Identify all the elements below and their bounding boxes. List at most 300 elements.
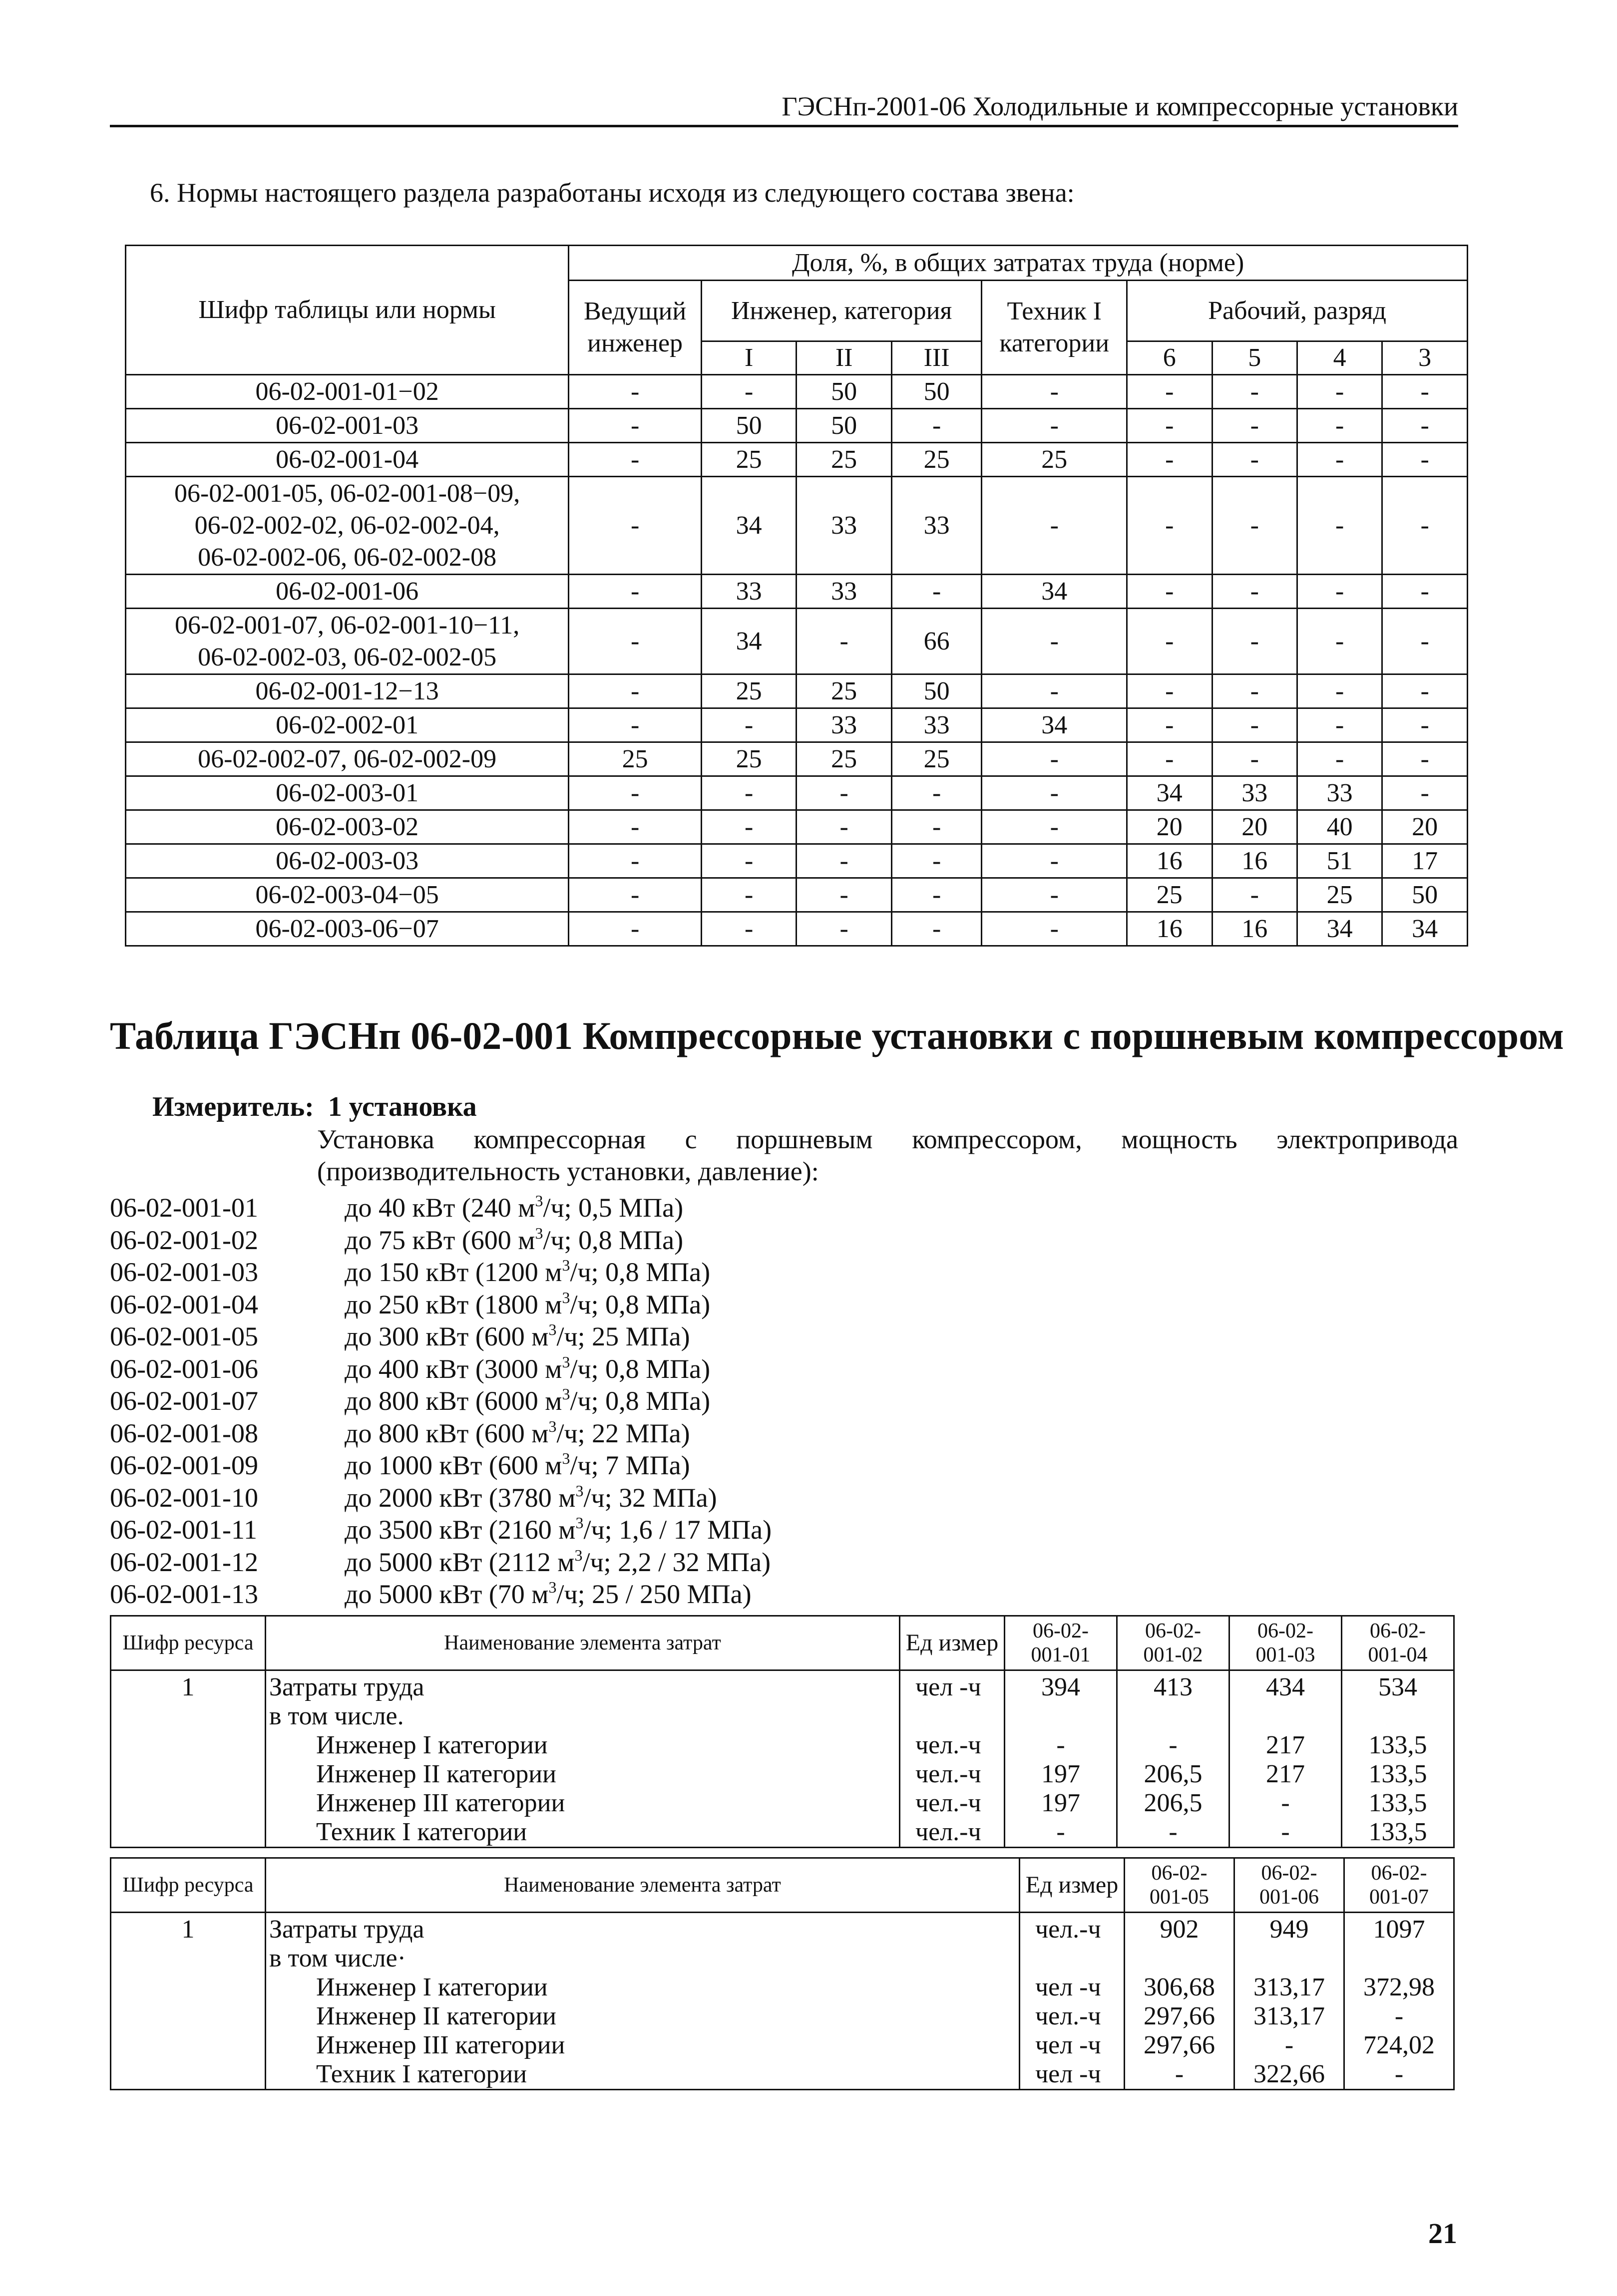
res-value: 724,02 (1363, 2031, 1435, 2059)
crew-code-line: 06-02-003-04−05 (255, 880, 439, 909)
crew-value: - (797, 844, 891, 878)
crew-value: - (569, 708, 702, 742)
norm-text: до 40 кВт (240 $м^3/ч$; 0,5 МПа) (345, 1192, 684, 1223)
res-value: - (1169, 1818, 1178, 1846)
norm-code: 06-02-001-02 (110, 1225, 258, 1255)
norm-item (110, 1224, 772, 1257)
res-h-norm-line: 001-03 (1255, 1643, 1315, 1666)
crew-row (126, 810, 1468, 844)
crew-code-line: 06-02-001-03 (276, 411, 419, 440)
crew-value: 51 (1297, 844, 1382, 878)
res-value: - (1284, 2031, 1294, 2059)
crew-value: 16 (1212, 844, 1297, 878)
crew-value: - (1212, 477, 1297, 575)
norm-item (110, 1546, 772, 1579)
crew-value: - (1382, 742, 1468, 776)
crew-value: 33 (1297, 776, 1382, 810)
norm-code: 06-02-001-06 (110, 1353, 258, 1384)
res-value: - (1281, 1818, 1290, 1846)
crew-value: - (797, 912, 891, 946)
resource-table-2 (110, 1857, 1455, 2090)
crew-code (126, 409, 569, 443)
res-h-norm (1234, 1858, 1344, 1913)
norm-item (110, 1449, 772, 1482)
crew-code (126, 810, 569, 844)
res-name-line: в том числе· (269, 1944, 406, 1972)
norm-text: до 800 кВт (6000 $м^3/ч$; 0,8 МПа) (345, 1385, 711, 1416)
res-value: - (1056, 1731, 1065, 1759)
res-names (266, 1670, 900, 1848)
crew-value: - (1297, 742, 1382, 776)
worker-grade: 3 (1382, 341, 1468, 375)
res-name-line: Инженер II категории (316, 1760, 556, 1788)
res-value: 313,17 (1253, 2002, 1325, 2030)
norm-text: до 3500 кВт (2160 $м^3/ч$; 1,6 / 17 МПа) (345, 1514, 772, 1545)
crew-value: - (1127, 375, 1212, 409)
crew-value: - (1382, 609, 1468, 674)
crew-value: - (797, 878, 891, 912)
crew-value: 50 (797, 375, 891, 409)
crew-value: - (1382, 443, 1468, 477)
res-value (1342, 1702, 1453, 1731)
res-h-norm-line: 06-02- (1145, 1620, 1201, 1642)
norm-text: до 300 кВт (600 $м^3/ч$; 25 МПа) (345, 1320, 690, 1351)
superscript: 3 (562, 1288, 570, 1307)
crew-code (126, 575, 569, 609)
res-h-unit: Ед измер (900, 1616, 1005, 1670)
res-values (1234, 1913, 1344, 2090)
res-unit-line: чел.-ч (915, 1760, 981, 1788)
crew-value: 16 (1212, 912, 1297, 946)
crew-row (126, 477, 1468, 575)
crew-col-engineer: Инженер, категория (701, 281, 981, 341)
intro-paragraph: 6. Нормы настоящего раздела разработаны исходя из следующего состава звена: (150, 178, 1075, 208)
superscript: 3 (575, 1481, 584, 1500)
crew-value: - (982, 776, 1127, 810)
crew-code-line: 06-02-001-01−02 (255, 377, 439, 406)
crew-value: 20 (1212, 810, 1297, 844)
crew-row (126, 742, 1468, 776)
crew-value: - (569, 409, 702, 443)
crew-value: - (1127, 409, 1212, 443)
crew-value: 50 (891, 674, 981, 708)
crew-value: - (1212, 375, 1297, 409)
crew-value: - (569, 844, 702, 878)
crew-row (126, 878, 1468, 912)
measure-label: Измеритель: (152, 1091, 314, 1122)
res-name-line: Затраты труда (269, 1915, 424, 1944)
crew-value: - (982, 844, 1127, 878)
norm-item (110, 1514, 772, 1546)
crew-value: - (797, 810, 891, 844)
res-value: - (1281, 1789, 1290, 1817)
norm-item (110, 1256, 772, 1289)
crew-code-line: 06-02-003-03 (276, 846, 419, 875)
crew-value: - (701, 810, 796, 844)
res-h-norm-line: 001-05 (1150, 1886, 1209, 1909)
crew-row (126, 443, 1468, 477)
eng-cat: II (797, 341, 891, 375)
crew-col-worker: Рабочий, разряд (1127, 281, 1468, 341)
norm-code: 06-02-001-09 (110, 1450, 258, 1480)
worker-grade: 4 (1297, 341, 1382, 375)
crew-value: - (1212, 878, 1297, 912)
norm-text: до 75 кВт (600 $м^3/ч$; 0,8 МПа) (345, 1224, 684, 1255)
crew-value: - (982, 477, 1127, 575)
crew-value: - (701, 708, 796, 742)
crew-code (126, 609, 569, 674)
res-names (266, 1913, 1020, 2090)
crew-value: - (701, 844, 796, 878)
res-value (1125, 1944, 1233, 1973)
crew-value: - (1297, 708, 1382, 742)
crew-code-line: 06-02-003-02 (276, 812, 419, 841)
crew-value: - (891, 575, 981, 609)
crew-value: - (982, 742, 1127, 776)
eng-cat: III (891, 341, 981, 375)
crew-value: - (1212, 609, 1297, 674)
crew-value: - (1382, 575, 1468, 609)
crew-row (126, 674, 1468, 708)
crew-value: - (1297, 409, 1382, 443)
crew-row (126, 912, 1468, 946)
crew-value: 33 (797, 477, 891, 575)
res-name-line: Инженер I категории (316, 1731, 548, 1759)
crew-value: 33 (1212, 776, 1297, 810)
crew-value: - (1127, 477, 1212, 575)
res-value: 297,66 (1144, 2031, 1215, 2059)
superscript: 3 (574, 1546, 583, 1564)
res-h-norm (1344, 1858, 1454, 1913)
crew-value: 34 (1297, 912, 1382, 946)
crew-value: - (569, 912, 702, 946)
res-unit-line: чел -ч (1035, 1973, 1101, 2001)
norm-item (110, 1192, 772, 1224)
page-number: 21 (1428, 2217, 1457, 2250)
crew-value: - (569, 609, 702, 674)
res-value: 394 (1041, 1673, 1080, 1701)
crew-value: - (982, 609, 1127, 674)
crew-code-line: 06-02-001-12−13 (255, 676, 439, 705)
norm-item (110, 1353, 772, 1385)
crew-value: 25 (982, 443, 1127, 477)
res-code: 1 (111, 1670, 266, 1848)
res-value: 434 (1266, 1673, 1305, 1701)
crew-value: - (1382, 776, 1468, 810)
crew-value: - (1297, 375, 1382, 409)
res-value: - (1394, 2002, 1404, 2030)
crew-value: 50 (1382, 878, 1468, 912)
res-unit-line: чел -ч (1035, 2031, 1101, 2059)
res-value: - (1169, 1731, 1178, 1759)
res-value: 534 (1378, 1673, 1417, 1701)
res-h-norm-line: 06-02- (1257, 1620, 1313, 1642)
crew-value: 50 (701, 409, 796, 443)
res-h-norm-line: 001-02 (1143, 1643, 1203, 1666)
crew-value: 25 (1297, 878, 1382, 912)
res-body-row (111, 1670, 1454, 1848)
res-h-norm-line: 06-02- (1033, 1620, 1089, 1642)
res-value: 197 (1041, 1760, 1080, 1788)
crew-code (126, 375, 569, 409)
norm-text: до 5000 кВт (2112 $м^3/ч$; 2,2 / 32 МПа) (345, 1546, 771, 1577)
crew-value: - (1297, 477, 1382, 575)
res-unit-line (1020, 1944, 1124, 1973)
norm-text: до 2000 кВт (3780 $м^3/ч$; 32 МПа) (345, 1481, 717, 1513)
norm-code: 06-02-001-01 (110, 1193, 258, 1223)
res-value: 206,5 (1144, 1760, 1203, 1788)
crew-value: 20 (1382, 810, 1468, 844)
crew-code (126, 776, 569, 810)
norm-text: до 400 кВт (3000 $м^3/ч$; 0,8 МПа) (345, 1352, 711, 1384)
crew-value: - (891, 776, 981, 810)
res-h-norm-line: 001-04 (1368, 1643, 1428, 1666)
res-value: 217 (1266, 1760, 1305, 1788)
crew-value: - (569, 443, 702, 477)
crew-value: - (891, 810, 981, 844)
res-values (1125, 1913, 1234, 2090)
norm-code: 06-02-001-11 (110, 1515, 257, 1545)
res-value (1230, 1702, 1341, 1731)
crew-code-line: 06-02-001-05, 06-02-001-08−09, (174, 479, 520, 508)
crew-value: - (1212, 674, 1297, 708)
res-h-norm (1125, 1858, 1234, 1913)
crew-value: - (1382, 477, 1468, 575)
res-h-code: Шифр ресурса (111, 1858, 266, 1913)
crew-code-line: 06-02-003-06−07 (255, 914, 439, 943)
crew-value: 17 (1382, 844, 1468, 878)
eng-cat: I (701, 341, 796, 375)
norm-code: 06-02-001-08 (110, 1418, 258, 1448)
res-unit-line (900, 1702, 1004, 1731)
crew-col-share: Доля, %, в общих затратах труда (норме) (569, 246, 1468, 281)
superscript: 3 (548, 1320, 557, 1338)
crew-code (126, 443, 569, 477)
crew-value: - (1297, 443, 1382, 477)
res-body-row (111, 1913, 1454, 2090)
crew-code (126, 912, 569, 946)
crew-value: - (701, 912, 796, 946)
norm-text: до 1000 кВт (600 $м^3/ч$; 7 МПа) (345, 1449, 690, 1480)
res-value: 217 (1266, 1731, 1305, 1759)
crew-value: - (569, 810, 702, 844)
res-h-norm-line: 001-07 (1369, 1886, 1429, 1909)
crew-code (126, 708, 569, 742)
res-unit-line: чел -ч (1035, 2060, 1101, 2088)
res-name-line: Техник I категории (316, 1818, 527, 1846)
res-name-line: Инженер III категории (316, 2031, 565, 2059)
crew-value: 25 (797, 742, 891, 776)
measure-value: 1 установка (328, 1091, 477, 1122)
crew-value: - (1212, 443, 1297, 477)
res-values (1342, 1670, 1454, 1848)
res-h-norm-line: 06-02- (1151, 1862, 1208, 1885)
crew-value: - (1382, 674, 1468, 708)
crew-col-tech: Техник I категории (982, 281, 1127, 375)
crew-col-code: Шифр таблицы или нормы (126, 246, 569, 375)
norm-description: Установка компрессорная с поршневым компрессором, мощность электропривода (производительность установки, давление): (317, 1124, 1458, 1186)
res-unit-line: чел.-ч (915, 1818, 981, 1846)
crew-value: - (1127, 674, 1212, 708)
superscript: 3 (562, 1352, 570, 1371)
resource-table-1 (110, 1615, 1455, 1848)
res-header-row (111, 1616, 1454, 1670)
res-h-norm-line: 06-02- (1261, 1862, 1317, 1885)
crew-value: - (982, 810, 1127, 844)
res-h-norm (1117, 1616, 1229, 1670)
res-value: 297,66 (1144, 2002, 1215, 2030)
worker-grade: 6 (1127, 341, 1212, 375)
res-value: - (1175, 2060, 1184, 2088)
crew-value: - (891, 912, 981, 946)
running-header (110, 85, 1458, 127)
res-value (1235, 1944, 1343, 1973)
crew-code (126, 477, 569, 575)
crew-value: - (1382, 708, 1468, 742)
crew-value: - (1212, 742, 1297, 776)
res-h-norm-line: 06-02- (1371, 1862, 1427, 1885)
res-value: 313,17 (1253, 1973, 1325, 2001)
crew-value: 16 (1127, 912, 1212, 946)
res-name-line: Инженер I категории (316, 1973, 548, 2001)
res-units (900, 1670, 1005, 1848)
res-unit-line: чел.-ч (915, 1789, 981, 1817)
norm-code: 06-02-001-04 (110, 1289, 258, 1319)
res-value: 413 (1154, 1673, 1193, 1701)
res-name-line: Техник I категории (316, 2060, 527, 2088)
norm-code: 06-02-001-12 (110, 1547, 258, 1577)
res-value: 133,5 (1368, 1731, 1427, 1759)
crew-code (126, 674, 569, 708)
crew-value: - (982, 375, 1127, 409)
crew-code (126, 742, 569, 776)
res-value: 133,5 (1368, 1760, 1427, 1788)
crew-value: - (1297, 609, 1382, 674)
crew-code-line: 06-02-002-02, 06-02-002-04, (194, 511, 500, 540)
norm-item (110, 1417, 772, 1450)
crew-value: - (1297, 674, 1382, 708)
res-value: - (1394, 2060, 1404, 2088)
crew-value: 25 (891, 742, 981, 776)
crew-value: - (1212, 575, 1297, 609)
norm-item (110, 1320, 772, 1353)
crew-value: 50 (891, 375, 981, 409)
res-h-name: Наименование элемента затрат (266, 1616, 900, 1670)
superscript: 3 (548, 1578, 557, 1596)
norm-text: до 150 кВт (1200 $м^3/ч$; 0,8 МПа) (345, 1256, 711, 1287)
crew-value: - (982, 409, 1127, 443)
crew-value: - (982, 912, 1127, 946)
superscript: 3 (548, 1417, 557, 1435)
res-units (1020, 1913, 1125, 2090)
crew-row (126, 375, 1468, 409)
norm-item (110, 1482, 772, 1514)
res-code: 1 (111, 1913, 266, 2090)
crew-value: - (1127, 742, 1212, 776)
res-header-row (111, 1858, 1454, 1913)
crew-value: - (1127, 575, 1212, 609)
crew-value: 34 (1382, 912, 1468, 946)
crew-value: 33 (797, 708, 891, 742)
res-h-norm (1005, 1616, 1117, 1670)
crew-value: - (797, 609, 891, 674)
crew-value: 25 (701, 742, 796, 776)
crew-value: 50 (797, 409, 891, 443)
crew-col-lead: Ведущий инженер (569, 281, 702, 375)
superscript: 3 (535, 1224, 543, 1242)
crew-value: - (1382, 375, 1468, 409)
res-value: 197 (1041, 1789, 1080, 1817)
crew-value: - (797, 776, 891, 810)
res-name-line: в том числе. (269, 1702, 404, 1730)
crew-code-line: 06-02-001-06 (276, 577, 419, 606)
crew-code-line: 06-02-001-07, 06-02-001-10−11, (174, 611, 520, 640)
norm-item (110, 1578, 772, 1611)
norm-code: 06-02-001-07 (110, 1386, 258, 1416)
crew-value: 34 (1127, 776, 1212, 810)
res-value: - (1056, 1818, 1065, 1846)
superscript: 3 (562, 1385, 570, 1403)
crew-value: - (891, 844, 981, 878)
res-unit-line: чел.-ч (915, 1731, 981, 1759)
norm-code: 06-02-001-03 (110, 1257, 258, 1287)
crew-row (126, 844, 1468, 878)
crew-value: - (1127, 708, 1212, 742)
crew-code (126, 878, 569, 912)
crew-value: 25 (797, 443, 891, 477)
crew-value: - (701, 375, 796, 409)
norm-code: 06-02-001-13 (110, 1579, 258, 1609)
crew-value: 25 (797, 674, 891, 708)
crew-value: - (701, 776, 796, 810)
crew-value: - (569, 674, 702, 708)
crew-value: - (569, 575, 702, 609)
crew-value: 33 (891, 708, 981, 742)
crew-value: - (569, 375, 702, 409)
norm-item (110, 1289, 772, 1321)
res-name-line: Инженер II категории (316, 2002, 556, 2030)
crew-row (126, 776, 1468, 810)
crew-value: 34 (982, 575, 1127, 609)
superscript: 3 (575, 1514, 584, 1532)
res-h-unit: Ед измер (1020, 1858, 1125, 1913)
res-value: 1097 (1373, 1915, 1425, 1944)
res-h-norm-line: 001-06 (1259, 1886, 1319, 1909)
crew-value: 25 (1127, 878, 1212, 912)
res-name-line: Инженер III категории (316, 1789, 565, 1817)
superscript: 3 (562, 1256, 570, 1274)
crew-value: - (1297, 575, 1382, 609)
res-unit-line: чел -ч (915, 1673, 981, 1701)
norm-text: до 800 кВт (600 $м^3/ч$; 22 МПа) (345, 1417, 690, 1448)
norm-list (110, 1192, 772, 1611)
res-values (1229, 1670, 1342, 1848)
res-value: 949 (1269, 1915, 1309, 1944)
table-title: Таблица ГЭСНп 06-02-001 Компрессорные установки с поршневым компрессором (110, 1014, 1564, 1057)
crew-composition-table (125, 245, 1468, 947)
res-value: 372,98 (1363, 1973, 1435, 2001)
crew-value: - (1382, 409, 1468, 443)
res-values (1005, 1670, 1117, 1848)
norm-code: 06-02-001-05 (110, 1321, 258, 1351)
crew-value: 16 (1127, 844, 1212, 878)
res-value: 902 (1160, 1915, 1199, 1944)
res-value (1118, 1702, 1228, 1731)
res-value: 133,5 (1368, 1818, 1427, 1846)
crew-value: 25 (891, 443, 981, 477)
superscript: 3 (535, 1192, 543, 1210)
crew-code-line: 06-02-003-01 (276, 778, 419, 807)
